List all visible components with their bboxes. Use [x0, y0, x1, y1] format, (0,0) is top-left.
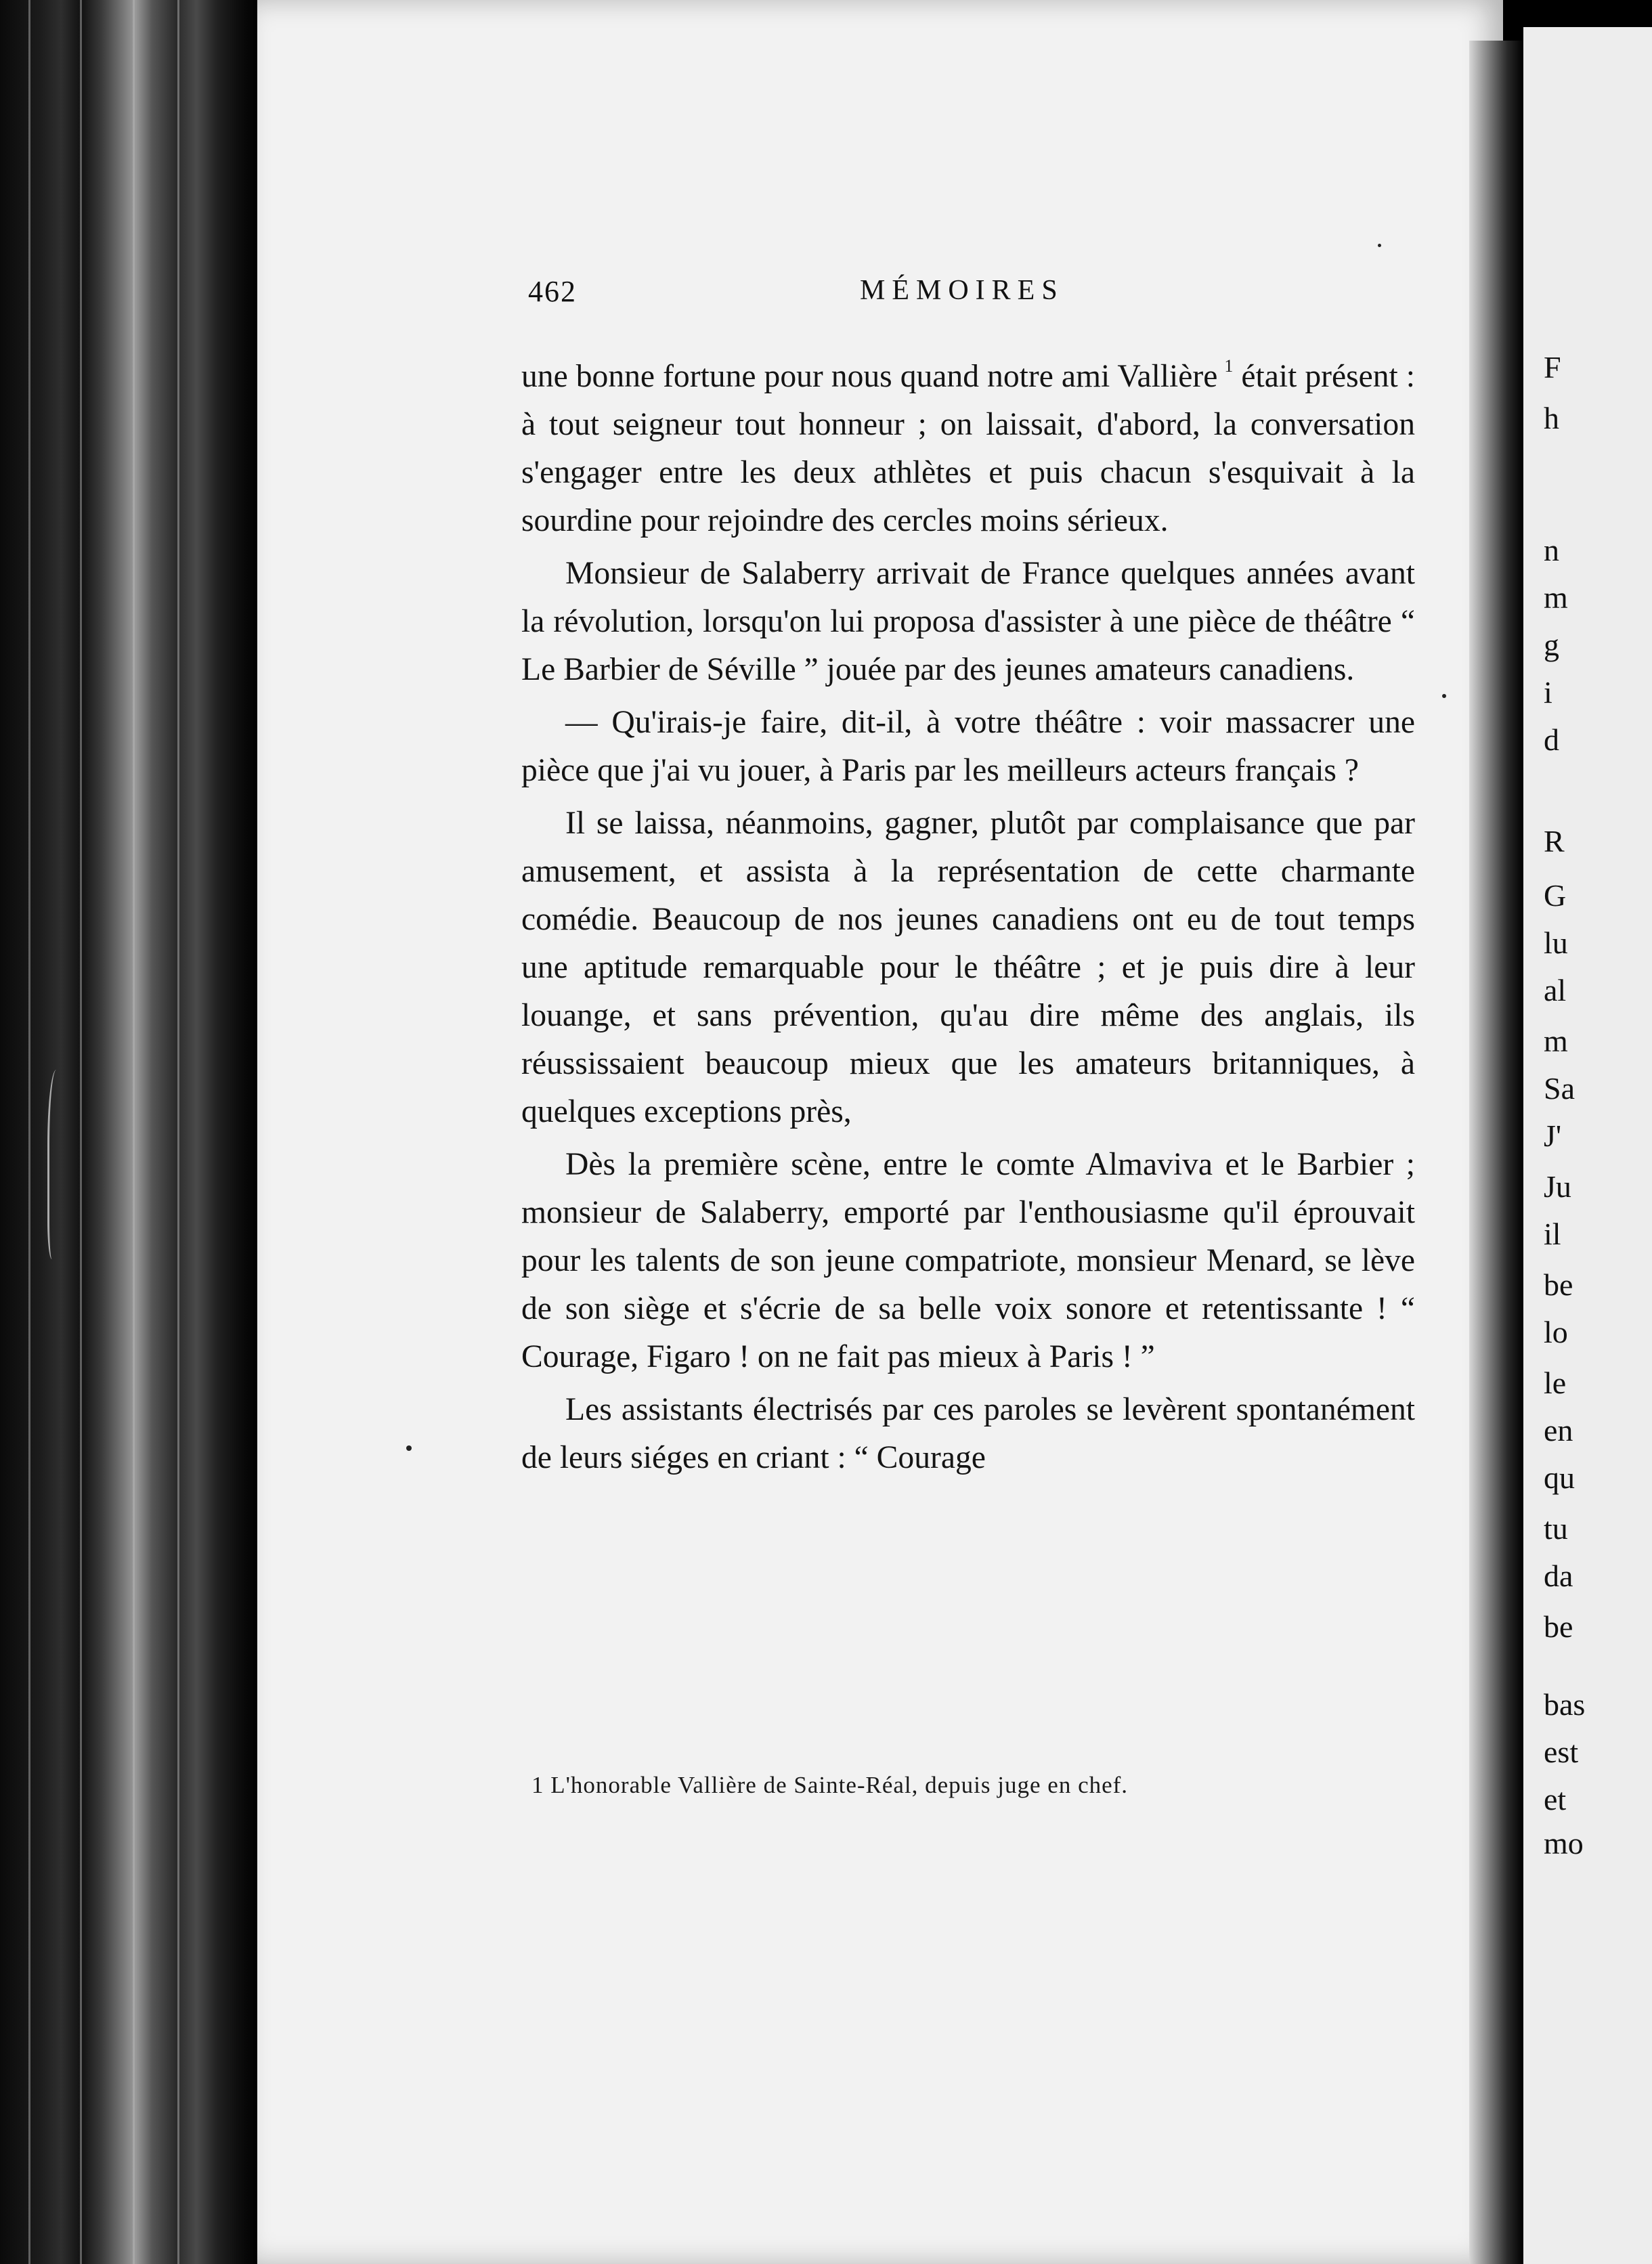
facing-page-fragment: be	[1544, 1609, 1573, 1644]
paragraph-text: une bonne fortune pour nous quand notre ami Vallière	[521, 359, 1218, 394]
facing-page-fragment: et	[1544, 1782, 1567, 1816]
paragraph: — Qu'irais-je faire, dit-il, à votre théâtre : voir massacrer une pièce que j'ai vu jouer, à Paris par les meilleurs acteurs français ?	[521, 705, 1415, 788]
facing-page-fragment: R	[1544, 824, 1565, 858]
facing-page-fragment: m	[1544, 580, 1568, 615]
facing-page-fragment: Sa	[1544, 1071, 1575, 1106]
footnote: 1 L'honorable Vallière de Sainte-Réal, depuis juge en chef.	[531, 1772, 1129, 1798]
facing-page-fragment: J'	[1544, 1118, 1562, 1153]
paragraph: Les assistants électrisés par ces paroles se levèrent spontanément de leurs siéges en criant : “ Courage	[521, 1392, 1415, 1475]
facing-page-fragment: F	[1544, 350, 1561, 385]
loose-thread	[47, 1070, 70, 1259]
facing-page	[1523, 27, 1652, 2264]
binding-edge-line	[28, 0, 30, 2264]
facing-page-fragment: lu	[1544, 926, 1568, 960]
body-text	[521, 342, 1415, 1487]
paragraph: Dès la première scène, entre le comte Almaviva et le Barbier ; monsieur de Salaberry, emporté par l'enthousiasme qu'il éprouvait pour les talents de son jeune compatriote, monsieur Menard, se lève de son siège et s'écrie de sa belle voix sonore et retentissante ! “ Courage, Figaro ! on ne fait pas mieux à Paris ! ”	[521, 1147, 1415, 1374]
facing-page-fragment: be	[1544, 1267, 1573, 1302]
paragraph-text: était présent : à tout seigneur tout honneur ; on laissait, d'abord, la conversation s'engager entre les deux athlètes et puis chacun s'esquivait à la sourdine pour rejoindre des cercles moins sérieux.	[521, 359, 1416, 538]
book-binding	[0, 0, 257, 2264]
facing-page-fragment: le	[1544, 1366, 1567, 1400]
paragraph	[521, 342, 1415, 545]
facing-page-fragment: n	[1544, 533, 1559, 567]
paragraph: Monsieur de Salaberry arrivait de France quelques années avant la révolution, lorsqu'on lui proposa d'assister à une pièce de théâtre “ Le Barbier de Séville ” jouée par des jeunes amateurs canadiens.	[521, 556, 1415, 687]
facing-page-fragment: il	[1544, 1217, 1561, 1251]
facing-page-fragment: Ju	[1544, 1169, 1571, 1204]
facing-page-fragment: en	[1544, 1413, 1573, 1447]
facing-page-fragment: da	[1544, 1559, 1573, 1593]
facing-page-fragment: g	[1544, 628, 1559, 662]
page-header	[528, 274, 1408, 315]
facing-page-fragment: i	[1544, 675, 1552, 710]
facing-page-fragment: mo	[1544, 1826, 1584, 1860]
gutter-shadow	[1469, 41, 1523, 2264]
running-title: MÉMOIRES	[860, 275, 1064, 306]
scan-speck	[1378, 244, 1381, 247]
facing-page-fragment: G	[1544, 878, 1567, 913]
footnote-marker: 1	[1224, 356, 1234, 376]
page-number: 462	[528, 275, 577, 308]
facing-page-fragment: d	[1544, 722, 1559, 757]
binding-edge-line	[133, 0, 135, 2264]
facing-page-fragment: bas	[1544, 1687, 1586, 1722]
facing-page-fragment: tu	[1544, 1511, 1568, 1546]
scan-speck	[406, 1445, 412, 1451]
facing-page-fragment: m	[1544, 1024, 1568, 1058]
paragraph: Il se laissa, néanmoins, gagner, plutôt par complaisance que par amusement, et assista à la représentation de cette charmante comédie. Beaucoup de nos jeunes canadiens ont eu de tout temps une aptitude remarquable pour le théâtre ; et je puis dire à leur louange, et sans prévention, qu'au dire même des anglais, ils réussissaient beaucoup mieux que les amateurs britanniques, à quelques exceptions près,	[521, 806, 1415, 1129]
facing-page-fragment: al	[1544, 973, 1567, 1007]
binding-edge-line	[80, 0, 82, 2264]
scan-speck	[1442, 694, 1446, 698]
binding-edge-line	[177, 0, 179, 2264]
facing-page-fragment: qu	[1544, 1460, 1575, 1495]
facing-page-fragment: est	[1544, 1735, 1579, 1769]
facing-page-fragment: h	[1544, 401, 1559, 435]
facing-page-fragment: lo	[1544, 1315, 1568, 1349]
